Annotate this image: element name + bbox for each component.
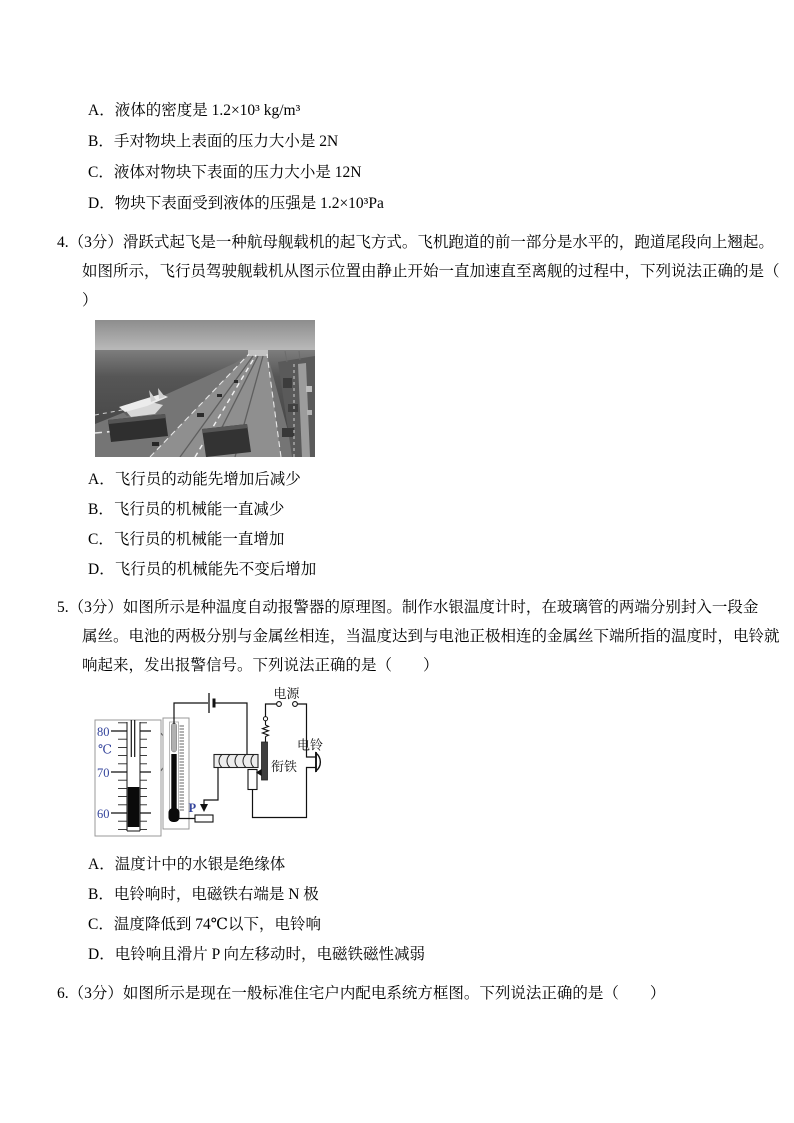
carrier-takeoff-photo: [95, 320, 315, 462]
power-label: 电源: [273, 686, 300, 701]
q5-option-b: B．电铃响时，电磁铁右端是 N 极: [88, 886, 319, 903]
q5-line-2: 属丝。电池的两极分别与金属丝相连，当温度达到与电池正极相连的金属丝下端所指的温度时，电铃就: [82, 627, 780, 645]
q3-option-d: D．物块下表面受到液体的压强是 1.2×10³Pa: [88, 194, 384, 212]
q4-line-1: 4.（3分）滑跃式起飞是一种航母舰载机的起飞方式。飞机跑道的前一部分是水平的，跑道尾段向上翘起。: [57, 233, 774, 251]
armature-bar: [262, 742, 268, 780]
question-6-stem: [57, 977, 665, 1006]
spring-symbol: [263, 721, 269, 742]
power-terminal-left: [277, 702, 282, 707]
q4-option-a: A．飞行员的动能先增加后减少: [88, 471, 301, 488]
q3-option-b: B．手对物块上表面的压力大小是 2N: [88, 132, 339, 150]
q5-option-a: A．温度计中的水银是绝缘体: [88, 856, 286, 873]
electromagnet-coil: [214, 755, 258, 768]
scale-label-80: 80: [97, 725, 110, 739]
q4-option-b: B．飞行员的机械能一直减少: [88, 501, 285, 518]
scale-label-60: 60: [97, 807, 110, 821]
mercury-thermometer: [163, 718, 189, 829]
q5-line-1: 5.（3分）如图所示是种温度自动报警器的原理图。制作水银温度计时，在玻璃管的两端分别封入一段金: [57, 598, 759, 616]
pivot-point: [263, 717, 267, 721]
carrier-photo-svg: [95, 320, 315, 457]
wire-power-to-spring: [266, 704, 277, 717]
slider-label-p: P: [188, 801, 197, 815]
rheostat: [195, 815, 213, 822]
deck-vehicle: [197, 413, 204, 417]
bell-symbol: [316, 752, 320, 772]
circuit-diagram-svg: [85, 682, 335, 840]
mercury-column: [171, 754, 176, 810]
magnified-scale-box: [95, 720, 161, 836]
q4-line-2: 如图所示，飞行员驾驶舰载机从图示位置由静止开始一直加速直至离舰的过程中，下列说法正确的是（: [82, 262, 780, 280]
question-5-stem: [57, 591, 780, 678]
question-3-options: [88, 93, 384, 217]
question-4-stem: [57, 226, 780, 313]
temperature-alarm-circuit-diagram: [85, 682, 335, 845]
q4-line-3: ）: [82, 291, 98, 309]
scale-label-70: 70: [97, 766, 110, 780]
slider-arrow: [200, 804, 208, 812]
question-4-options: [88, 463, 316, 583]
battery-symbol: [209, 693, 214, 713]
power-terminal-right: [293, 702, 298, 707]
q6-line-1: 6.（3分）如图所示是现在一般标准住宅户内配电系统方框图。下列说法正确的是（ ）: [57, 984, 666, 1002]
celsius-symbol: ℃: [98, 742, 112, 757]
question-5-options: [88, 848, 425, 968]
mercury-column-magnified: [128, 787, 140, 827]
q5-option-d: D．电铃响且滑片 P 向左移动时，电磁铁磁性减弱: [88, 946, 425, 963]
contact-block: [248, 770, 257, 790]
bell-label: 电铃: [297, 737, 324, 753]
wire-coil-to-slider: [204, 768, 218, 805]
wire-battery-to-coil: [216, 703, 248, 755]
armature-label: 衔铁: [271, 759, 298, 774]
deck-vehicle: [152, 442, 159, 446]
q5-option-c: C．温度降低到 74℃以下，电铃响: [88, 916, 322, 933]
q3-option-c: C．液体对物块下表面的压力大小是 12N: [88, 163, 362, 181]
mercury-bulb: [169, 808, 180, 822]
q4-option-c: C．飞行员的机械能一直增加: [88, 531, 285, 548]
q3-option-a: A．液体的密度是 1.2×10³ kg/m³: [88, 101, 301, 119]
q4-option-d: D．飞行员的机械能先不变后增加: [88, 561, 317, 578]
q5-line-3: 响起来，发出报警信号。下列说法正确的是（ ）: [82, 656, 439, 674]
upper-metal-wire: [171, 723, 176, 752]
